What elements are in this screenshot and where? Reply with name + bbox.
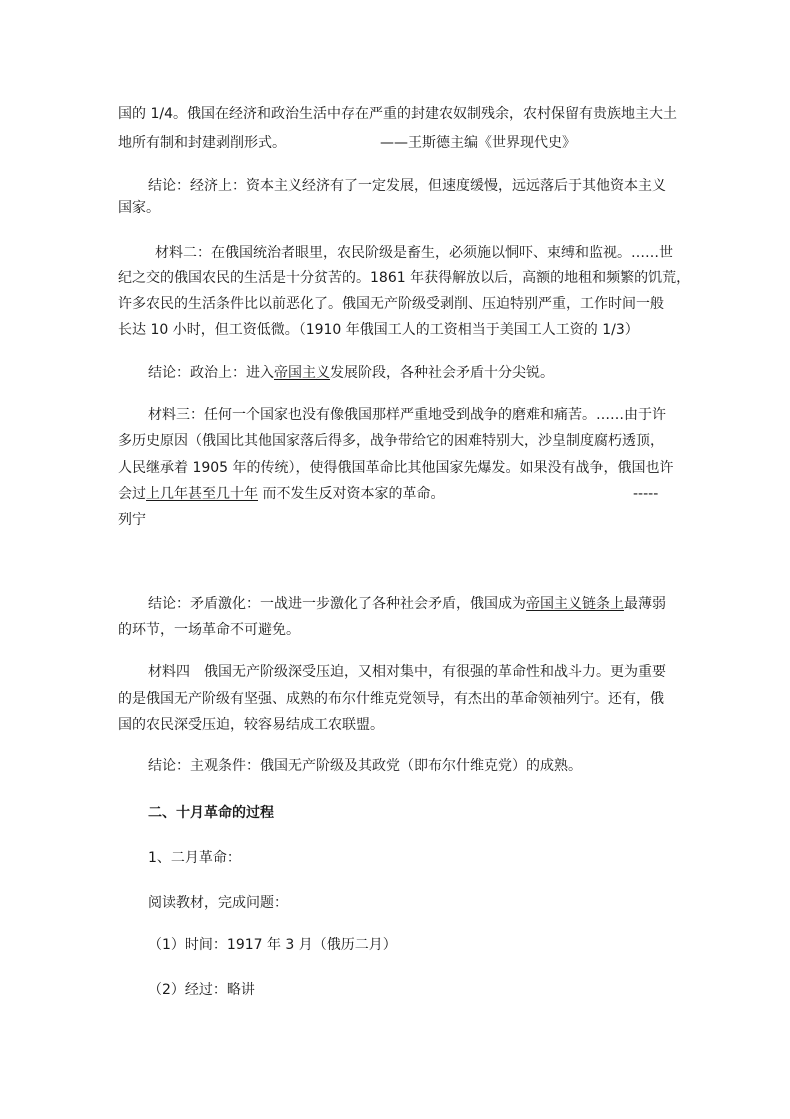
item-february-revolution: 1、二月革命： — [148, 850, 241, 866]
conclusion-contradiction-post: 最薄弱 — [624, 596, 666, 612]
material-3-line-2: 多历史原因（俄国比其他国家落后得多，战争带给它的困难特别大，沙皇制度腐朽透顶， — [118, 433, 664, 449]
material-3-line-4-a: 会过 — [118, 486, 146, 502]
conclusion-contradiction-line-1 — [148, 594, 666, 614]
conclusion-economic-line-2: 国家。 — [118, 200, 160, 216]
material-2-line-3: 许多农民的生活条件比以前恶化了。俄国无产阶级受剥削、压迫特别严重，工作时间一般 — [118, 296, 664, 312]
intro-source: ——王斯德主编《世界现代史》 — [380, 135, 576, 151]
material-3-line-3: 人民继承着 1905 年的传统），使得俄国革命比其他国家先爆发。如果没有战争，俄国也许 — [118, 460, 674, 476]
conclusion-political — [148, 363, 554, 383]
intro-line-1-text: 国的 1/4。俄国在经济和政治生活中存在严重的封建农奴制残余，农村保留有贵族地主大土 — [118, 106, 677, 122]
intro-line-1 — [118, 104, 677, 124]
section-2-heading: 二、十月革命的过程 — [148, 805, 274, 821]
read-instruction: 阅读教材，完成问题： — [148, 895, 288, 911]
question-process: （2）经过：略讲 — [148, 982, 255, 998]
material-3-dash: ----- — [633, 486, 659, 502]
material-4-line-1: 材料四 俄国无产阶级深受压迫，又相对集中，有很强的革命性和战斗力。更为重要 — [148, 664, 666, 680]
question-time: （1）时间：1917 年 3 月（俄历二月） — [148, 937, 397, 953]
conclusion-economic-line-1: 结论：经济上：资本主义经济有了一定发展，但速度缓慢，远远落后于其他资本主义 — [148, 178, 666, 194]
material-4-line-3: 国的农民深受压迫，较容易结成工农联盟。 — [118, 717, 384, 733]
conclusion-political-post: 发展阶段，各种社会矛盾十分尖锐。 — [330, 365, 554, 381]
material-4-line-2: 的是俄国无产阶级有坚强、成熟的布尔什维克党领导，有杰出的革命领袖列宁。还有，俄 — [118, 691, 664, 707]
material-2-line-2: 纪之交的俄国农民的生活是十分贫苦的。1861 年获得解放以后，高额的地租和频繁的饥荒， — [118, 270, 691, 286]
conclusion-contradiction-line-2: 的环节，一场革命不可避免。 — [118, 622, 300, 638]
intro-line-2: 地所有制和封建剥削形式。 — [118, 135, 286, 151]
material-3-line-4 — [118, 484, 444, 504]
conclusion-contradiction-underlined: 帝国主义链条上 — [526, 596, 624, 612]
conclusion-political-underlined: 帝国主义 — [274, 365, 330, 381]
material-3-line-4-b: 而不发生反对资本家的革命。 — [258, 486, 445, 502]
material-2-line-1: 材料二：在俄国统治者眼里，农民阶级是畜生，必须施以恫吓、束缚和监视。……世 — [155, 245, 673, 261]
material-3-author: 列宁 — [118, 512, 146, 528]
conclusion-subjective: 结论：主观条件：俄国无产阶级及其政党（即布尔什维克党）的成熟。 — [148, 758, 582, 774]
conclusion-contradiction-pre: 结论：矛盾激化：一战进一步激化了各种社会矛盾，俄国成为 — [148, 596, 526, 612]
material-3-line-1: 材料三：任何一个国家也没有像俄国那样严重地受到战争的磨难和痛苦。……由于许 — [148, 407, 666, 423]
material-2-line-4: 长达 10 小时，但工资低微。（1910 年俄国工人的工资相当于美国工人工资的 1/3） — [118, 322, 639, 338]
conclusion-political-pre: 结论：政治上：进入 — [148, 365, 274, 381]
material-3-line-4-underlined: 上几年甚至几十年 — [146, 486, 258, 502]
